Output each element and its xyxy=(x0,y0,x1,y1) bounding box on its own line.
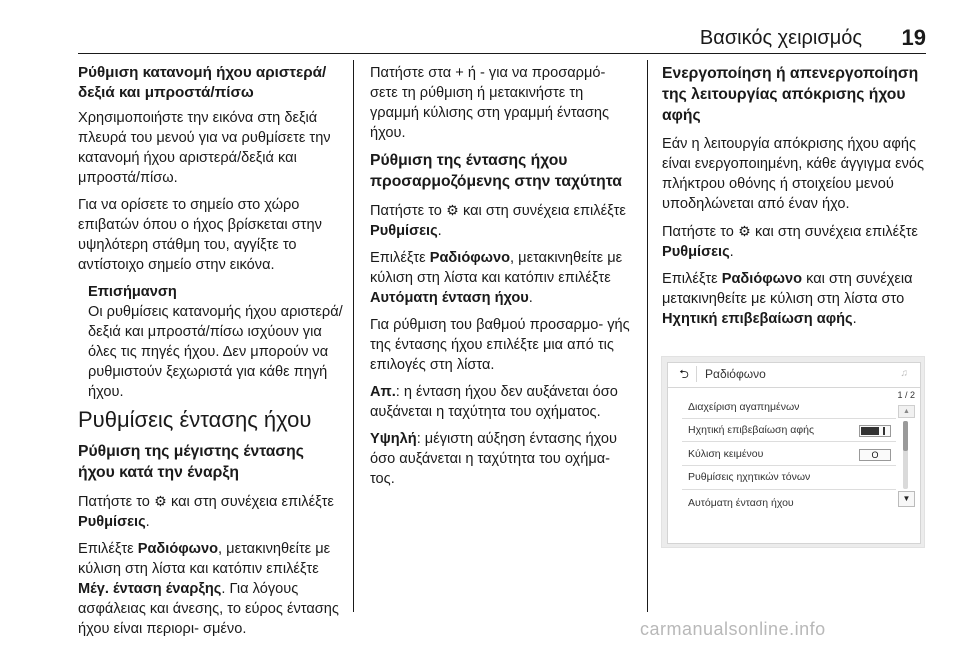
note-title: Επισήμανση xyxy=(88,284,177,300)
text: Πατήστε το xyxy=(370,203,442,219)
music-note-icon: ♫ xyxy=(900,368,908,379)
heading-speed-volume: Ρύθμιση της έντασης ήχου προσαρμοζόμενης στην ταχύτητα xyxy=(370,152,622,190)
note-text: Οι ρυθμίσεις κατανομής ήχου αριστερά/δεξιά και μπροστά/πίσω ισχύουν για όλες τις πηγές ήχου. Δεν μπορούν να ρυθμιστούν ξεχωριστά για κάθε πηγή ήχου. xyxy=(88,304,343,400)
paragraph xyxy=(370,382,636,422)
term-off: Απ. xyxy=(370,384,396,400)
heading-touch-feedback: Ενεργοποίηση ή απενεργοποίηση της λειτουργίας απόκρισης ήχου αφής xyxy=(662,65,919,124)
paragraph xyxy=(78,539,344,639)
term-high: Υψηλή xyxy=(370,431,417,447)
toggle-fill xyxy=(861,427,879,435)
list-item-auto-volume[interactable]: Αυτόματη ένταση ήχου xyxy=(688,497,794,509)
text: Επιλέξτε xyxy=(662,271,718,287)
text-scroll-radio-toggle[interactable]: O xyxy=(859,449,891,461)
scroll-down-button[interactable]: ▼ xyxy=(898,491,915,507)
text: και στη συνέχεια επιλέξτε xyxy=(463,203,626,219)
watermark: carmanualsonline.info xyxy=(640,619,826,639)
term-radio: Ραδιόφωνο xyxy=(429,250,511,266)
text: . xyxy=(729,244,734,260)
text: . xyxy=(528,290,533,306)
radio-settings-screen xyxy=(661,356,925,548)
heading-max-volume: Ρύθμιση της μέγιστης έντασης ήχου κατά την έναρξη xyxy=(78,443,304,481)
paragraph: Πατήστε στα + ή - για να προσαρμό- σετε τη ρύθμιση ή μετακινήστε τη γραμμή κύλισης στη γραμμή έντασης ήχου. xyxy=(370,65,609,141)
paragraph: Χρησιμοποιήστε την εικόνα στη δεξιά πλευρά του μενού για να ρυθμίσετε την κατανομή ήχου αριστερά/δεξιά και μπροστά/πίσω. xyxy=(78,110,331,186)
gear-icon: ⚙ xyxy=(446,202,459,218)
list-separator xyxy=(682,441,896,442)
text: . Για λόγους ασφάλειας και άνεσης, το εύρος έντασης ήχου είναι περιορι- σμένο. xyxy=(78,581,339,637)
screen-inner xyxy=(667,362,921,544)
gear-icon: ⚙ xyxy=(738,223,751,239)
term-auto-volume: Αυτόματη ένταση ήχου xyxy=(370,290,529,306)
list-item-favourites[interactable]: Διαχείριση αγαπημένων xyxy=(688,401,800,413)
text: Επιλέξτε xyxy=(370,250,426,266)
back-icon[interactable]: ⮌ xyxy=(679,367,689,381)
column-1 xyxy=(78,63,344,646)
text: Πατήστε το xyxy=(662,224,734,240)
screen-title: Ραδιόφωνο xyxy=(705,367,766,381)
paragraph xyxy=(78,491,344,532)
text: : μέγιστη αύξηση έντασης ήχου όσο αυξάνεται η ταχύτητα του οχήμα- τος. xyxy=(370,431,617,487)
note-box xyxy=(88,282,344,402)
touch-feedback-toggle[interactable] xyxy=(859,425,891,437)
gear-icon: ⚙ xyxy=(154,493,167,509)
list-item-tone-settings[interactable]: Ρυθμίσεις ηχητικών τόνων xyxy=(688,471,811,483)
column-3 xyxy=(662,63,930,336)
term-settings: Ρυθμίσεις xyxy=(662,244,730,260)
screen-top-bar xyxy=(668,363,920,388)
list-separator xyxy=(682,418,896,419)
text: Πατήστε το xyxy=(78,494,150,510)
paragraph: Εάν η λειτουργία απόκρισης ήχου αφής είναι ενεργοποιημένη, κάθε άγγιγμα ενός πλήκτρου οθόνης ή στοιχείου μενού υποδηλώνεται από έναν ήχο. xyxy=(662,136,925,212)
text: . xyxy=(437,223,442,239)
paragraph xyxy=(370,200,636,241)
text: και στη συνέχεια επιλέξτε xyxy=(171,494,334,510)
toggle-marker xyxy=(883,427,885,435)
list-item-text-scroll[interactable]: Κύλιση κειμένου xyxy=(688,448,764,460)
text: και στη συνέχεια επιλέξτε xyxy=(755,224,918,240)
term-radio: Ραδιόφωνο xyxy=(137,541,219,557)
paragraph xyxy=(370,429,636,489)
page-number: 19 xyxy=(901,25,926,50)
heading-balance: Ρύθμιση κατανομή ήχου αριστερά/ δεξιά και μπροστά/πίσω xyxy=(78,64,327,101)
page-indicator: 1 / 2 xyxy=(897,390,915,400)
header-rule xyxy=(78,53,926,54)
section-heading-volume: Ρυθμίσεις έντασης ήχου xyxy=(78,407,312,432)
term-max-startup-volume: Μέγ. ένταση έναρξης xyxy=(78,581,222,597)
text: και στη συνέχεια μετακινηθείτε με κύλιση στη λίστα στο xyxy=(662,271,913,307)
page-header-title: Βασικός χειρισμός xyxy=(699,27,862,49)
text: . xyxy=(145,514,150,530)
scroll-up-button[interactable]: ▲ xyxy=(898,405,915,418)
column-divider-2 xyxy=(647,60,648,612)
text: , μετακινηθείτε με κύλιση στη λίστα και κατόπιν επιλέξτε xyxy=(78,541,331,577)
list-separator xyxy=(682,489,896,490)
screen-title-box xyxy=(696,366,910,382)
paragraph: Για να ορίσετε το σημείο στο χώρο επιβατών όπου ο ήχος βρίσκεται στην υψηλότερη στάθμη του, αγγίξτε το αντίστοιχο σημείο στην εικόνα. xyxy=(78,197,322,273)
scrollbar-thumb[interactable] xyxy=(903,421,908,451)
term-settings: Ρυθμίσεις xyxy=(78,514,146,530)
column-divider-1 xyxy=(353,60,354,612)
text: : η ένταση ήχου δεν αυξάνεται όσο αυξάνεται η ταχύτητα του οχήματος. xyxy=(370,384,618,420)
paragraph xyxy=(370,248,636,308)
text: , μετακινηθείτε με κύλιση στη λίστα και κατόπιν επιλέξτε xyxy=(370,250,623,286)
list-item-touch-feedback[interactable]: Ηχητική επιβεβαίωση αφής xyxy=(688,424,815,436)
term-radio: Ραδιόφωνο xyxy=(721,271,803,287)
term-settings: Ρυθμίσεις xyxy=(370,223,438,239)
paragraph xyxy=(662,269,930,329)
term-touch-feedback: Ηχητική επιβεβαίωση αφής xyxy=(662,311,853,327)
text: Επιλέξτε xyxy=(78,541,134,557)
paragraph: Για ρύθμιση του βαθμού προσαρμο- γής της έντασης ήχου επιλέξτε μια από τις επιλογές στη λίστα. xyxy=(370,317,630,373)
list-separator xyxy=(682,465,896,466)
text: . xyxy=(852,311,857,327)
paragraph xyxy=(662,221,930,262)
column-2 xyxy=(370,63,636,496)
